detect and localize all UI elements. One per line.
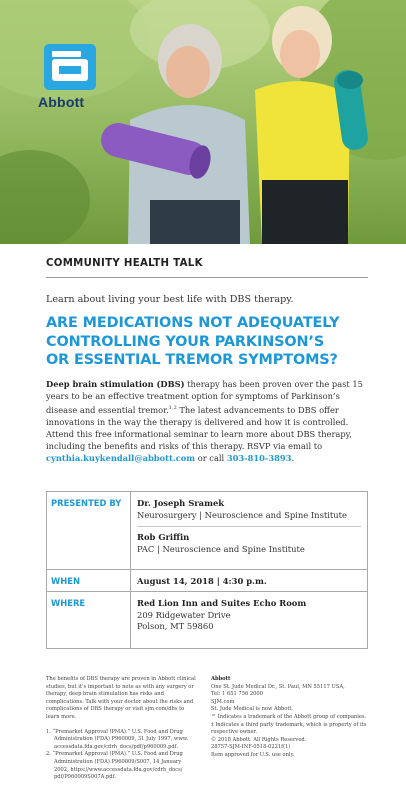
company-note: St. Jude Medical is now Abbott.: [211, 706, 294, 713]
company-site: SJM.com: [211, 698, 235, 705]
presented-value: [131, 492, 367, 569]
footnotes-left: [46, 676, 196, 782]
disclaimer: The benefits of DBS therapy are proven in Abbott clinical studies, but it’s important to note as with any surgery or therapy, deep brain stimulation has risks and complications. Talk with your doctor about the risks and complications of DBS therapy or visit sjm.com/dbs to learn more.: [46, 676, 196, 720]
copyright: © 2018 Abbott. All Rights Reserved.: [211, 736, 307, 743]
company-address: One St. Jude Medical Dr., St. Paul, MN 55117 USA,: [211, 683, 345, 690]
body-text-2: The latest advancements to DBS offer innovations in the way the therapy is delivered and how it is controlled. Attend this free informational seminar to learn more about DBS therapy, including the benefits and risks of this therapy. RSVP via email to: [46, 404, 352, 452]
rsvp-phone-link[interactable]: 303-810-3893: [226, 453, 292, 464]
reference-2: 2. “Premarket Approval (PMA).” U.S. Food and Drug Administration (FDA) P960009/S007, 14 January 2002, https://www.accessdata.fda.gov/cdrh_docs/ pdf/P960009S007A.pdf.: [46, 751, 183, 781]
presenter-1-title: Neurosurgery | Neuroscience and Spine Institute: [137, 509, 347, 520]
venue-address-1: 209 Ridgewater Drive: [137, 609, 231, 620]
approval-note: Item approved for U.S. use only.: [211, 751, 295, 758]
company-tel: Tel: 1 651 756 2000: [211, 691, 263, 698]
body-text-3: or call: [195, 453, 227, 464]
where-label: WHERE: [47, 592, 131, 648]
abbott-logo-text: Abbott: [38, 94, 85, 110]
headline-line-2: CONTROLLING YOUR PARKINSON’S: [46, 333, 325, 350]
presenter-2-name: Rob Griffin: [137, 532, 190, 542]
rsvp-email-link[interactable]: cynthia.kuykendall@abbott.com: [46, 453, 196, 464]
when-label: WHEN: [47, 570, 131, 591]
trademark-note-2: ‡ Indicates a third party trademark, which is property of its respective owner.: [211, 721, 367, 736]
hero-photo: [0, 0, 406, 244]
presenter-1-name: Dr. Joseph Sramek: [137, 498, 225, 508]
event-kicker: COMMUNITY HEALTH TALK: [46, 258, 203, 269]
when-value: August 14, 2018 | 4:30 p.m.: [137, 576, 267, 586]
body-sup: 1,2: [168, 405, 177, 412]
presented-row: [47, 492, 367, 570]
where-row: [47, 592, 367, 648]
document-code: 28757-SJM-INF-0518-0221f(1): [211, 744, 291, 751]
divider: [46, 277, 368, 278]
headline-line-1: ARE MEDICATIONS NOT ADEQUATELY: [46, 315, 340, 331]
presenter-2-title: PAC | Neuroscience and Spine Institute: [137, 543, 305, 554]
presenter-separator: [137, 526, 361, 527]
headline-line-3: OR ESSENTIAL TREMOR SYMPTOMS?: [46, 352, 338, 368]
presented-label: PRESENTED BY: [47, 492, 131, 569]
venue-address-2: Polson, MT 59860: [137, 621, 214, 631]
trademark-note-1: ™ Indicates a trademark of the Abbott group of companies.: [211, 713, 367, 720]
body-text-4: .: [291, 453, 295, 464]
venue-name: Red Lion Inn and Suites Echo Room: [137, 598, 307, 608]
reference-1: 1. “Premarket Approval (PMA).” U.S. Food and Drug Administration (FDA) P960009, 31 July 1997, www. accessdata.fda.gov/cdrh_docs/pdf/p960009.pdf.: [46, 728, 189, 750]
body-text-1: therapy has been proven over the past 15 years to be an effective treatment option for symptoms of Parkinson’s disease and essential tremor.: [46, 379, 363, 415]
body-paragraph: [46, 378, 370, 464]
body-bold-lead: Deep brain stimulation (DBS): [46, 379, 185, 389]
lead-text: Learn about living your best life with DBS therapy.: [46, 294, 294, 305]
headline: [46, 314, 368, 370]
abbott-logo: [34, 44, 106, 114]
event-details-table: [46, 491, 368, 649]
abbott-logo-mark: [44, 44, 96, 90]
when-row: [47, 570, 367, 592]
footnotes-right: [211, 676, 371, 760]
where-value: [131, 592, 367, 648]
company-name: Abbott: [211, 676, 231, 682]
